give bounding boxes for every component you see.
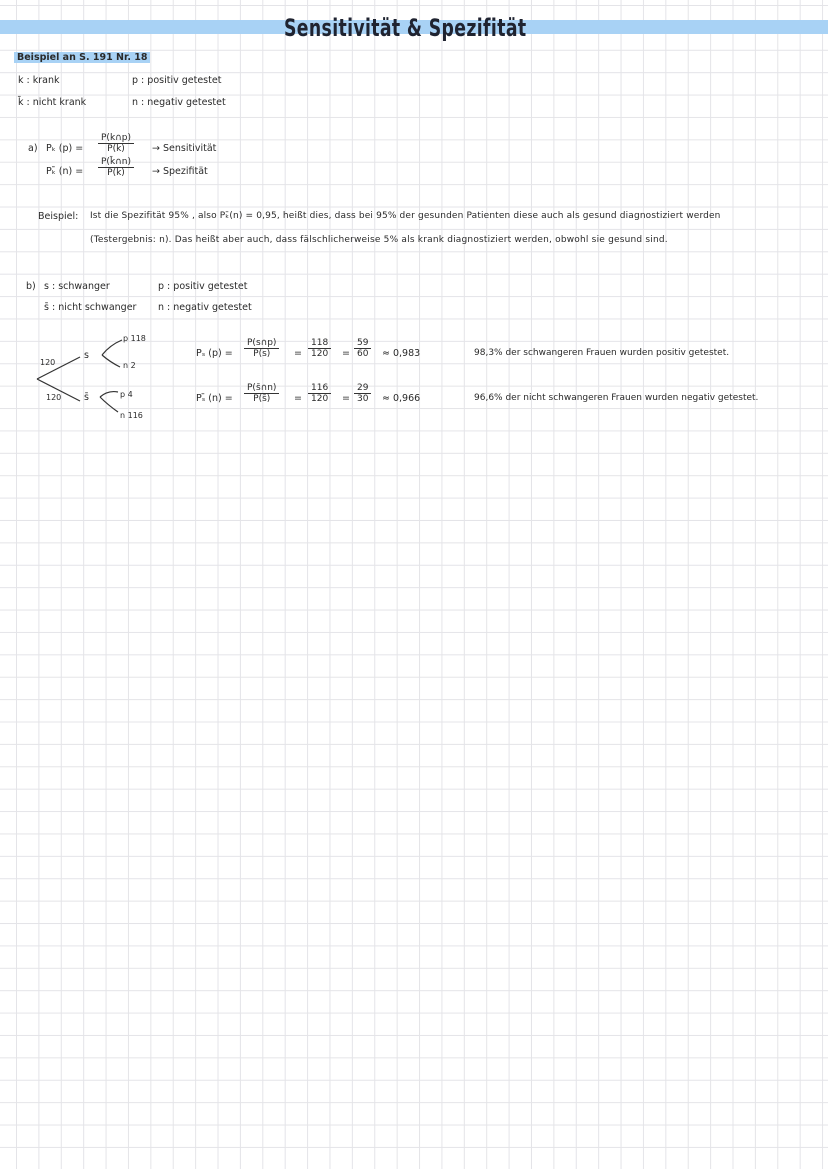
calc2-result: ≈ 0,966 [382,393,421,404]
tree-leaf-sbar-n: n 116 [120,411,143,420]
formula-sensitivity-lhs: Pₖ (p) = [46,143,84,154]
sensitivity-label: → Sensitivität [152,143,217,154]
calc2-interpretation: 96,6% der nicht schwangeren Frauen wurden negativ getestet. [474,393,759,403]
calc2-equals: = [294,393,302,404]
calc2-equals-2: = [342,393,350,404]
calc1-lhs: Pₛ (p) = [196,348,233,359]
formula-specificity-fraction: $\frac{P(k̄\cap n)}{P(k̄)}$ [98,157,134,178]
def-n: n : negativ getestet [132,97,226,108]
example-label: Beispiel: [38,211,79,222]
calc2-fraction-2: $\frac{116}{120}$ [308,383,331,404]
tree-node-s: s [84,350,89,361]
tree-leaf-sbar-p: p 4 [120,390,133,399]
formula-sensitivity-fraction: $\frac{P(k\cap p)}{P(k)}$ [98,133,134,154]
def-n-b: n : negativ getestet [158,302,252,313]
formula-specificity-lhs: Pₖ̄ (n) = [46,166,84,177]
calc1-interpretation: 98,3% der schwangeren Frauen wurden positiv getestet. [474,348,730,358]
tree-leaf-s-p: p 118 [123,334,146,343]
def-k: k : krank [18,75,60,86]
calc1-fraction-2: $\frac{118}{120}$ [308,338,331,359]
calc2-fraction-3: $\frac{29}{30}$ [354,383,371,404]
calc1-equals-2: = [342,348,350,359]
calc1-equals: = [294,348,302,359]
calc1-result: ≈ 0,983 [382,348,421,359]
example-line-2: (Testergebnis: n). Das heißt aber auch, dass fälschlicherweise 5% als krank diagnostiziert werden, obwohl sie gesund sind. [90,235,668,245]
specificity-label: → Spezifität [152,166,208,177]
part-a-label: a) [28,143,38,154]
def-s-bar: s̄ : nicht schwanger [44,302,137,313]
def-s: s : schwanger [44,281,110,292]
def-p: p : positiv getestet [132,75,222,86]
calc1-fraction-3: $\frac{59}{60}$ [354,338,371,359]
calc2-fraction: $\frac{P(s̄\cap n)}{P(s̄)}$ [244,383,279,404]
page-title: Sensitivität & Spezifität [284,14,527,42]
calc1-fraction: $\frac{P(s\cap p)}{P(s)}$ [244,338,279,359]
tree-node-s-bar: s̄ [84,392,89,403]
tree-branch-s: 120 [40,358,56,367]
part-b-label: b) [26,281,36,292]
def-k-bar: k̄ : nicht krank [18,97,87,108]
tree-leaf-s-n: n 2 [123,361,136,370]
reference-text: Beispiel an S. 191 Nr. 18 [14,52,150,63]
example-line-1: Ist die Spezifität 95% , also Pₖ̄(n) = 0,95, heißt dies, dass bei 95% der gesunden Patienten diese auch als gesund diagnostiziert werden [90,211,721,221]
def-p-b: p : positiv getestet [158,281,248,292]
tree-branch-s-bar: 120 [46,393,62,402]
calc2-lhs: Pₛ̄ (n) = [196,393,233,404]
